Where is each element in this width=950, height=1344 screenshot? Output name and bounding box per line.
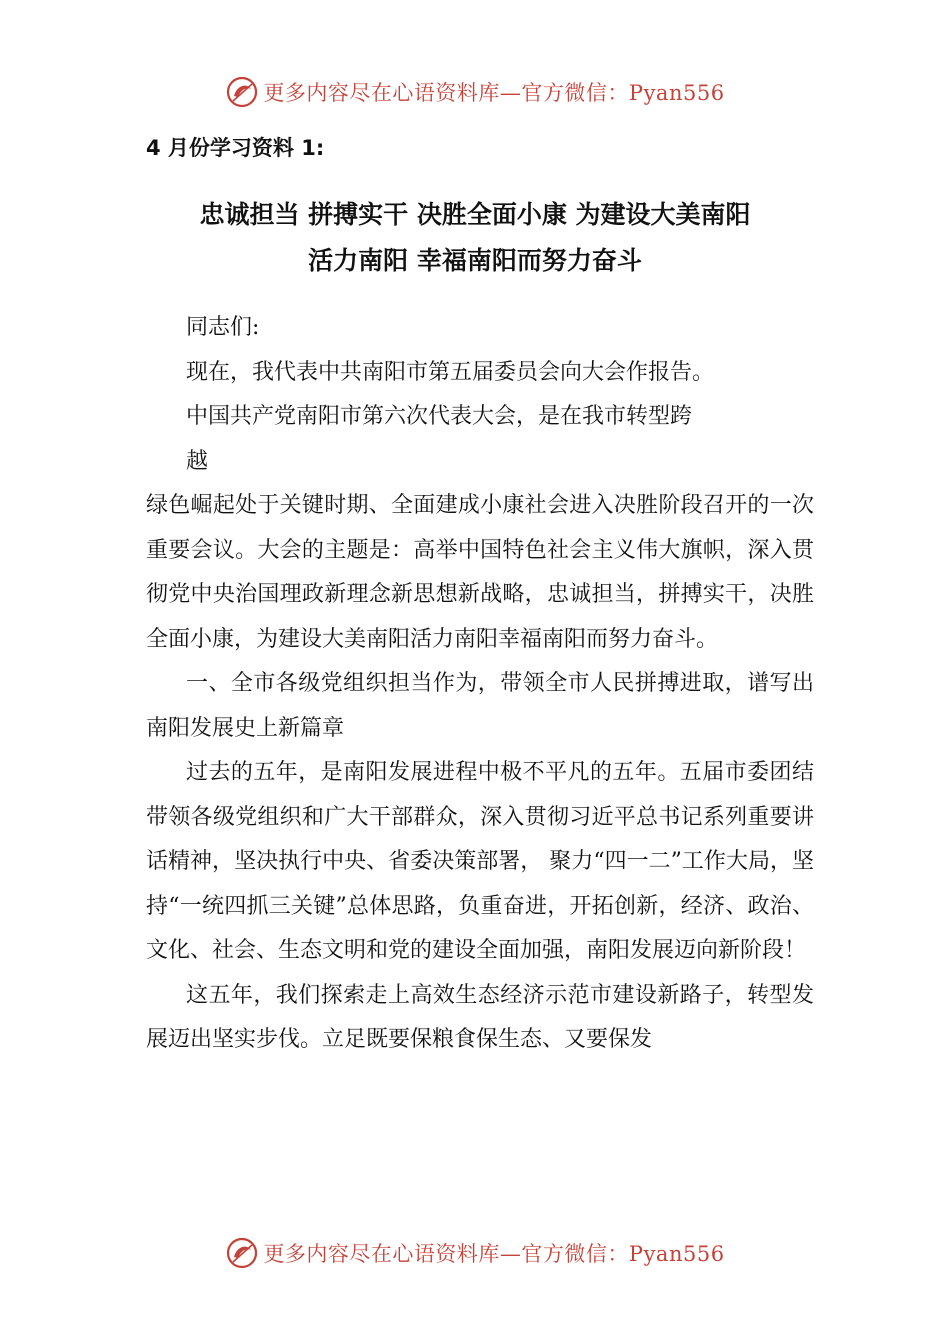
section-one-heading: 一、全市各级党组织担当作为，带领全市人民拼搏进取，谱写出南阳发展史上新篇章 [146, 671, 814, 741]
paragraph: 越 [186, 448, 209, 474]
xinyu-logo-icon [225, 1236, 259, 1270]
title-line-2: 活力南阳 幸福南阳而努力奋斗 [308, 246, 642, 275]
document-header [146, 128, 814, 168]
paragraph: 这五年，我们探索走上高效生态经济示范市建设新路子，转型发展迈出坚实步伐。立足既要保粮食保生态、又要保发 [146, 982, 814, 1052]
paragraph: 绿色崛起处于关键时期、全面建成小康社会进入决胜阶段召开的一次重要会议。大会的主题是：高举中国特色社会主义伟大旗帜，深入贯彻党中央治国理政新理念新思想新战略，忠诚担当，拼搏实干，决胜全面小康，为建设大美南阳活力南阳幸福南阳而努力奋斗。 [146, 493, 814, 652]
watermark-text: 更多内容尽在心语资料库—官方微信：Pyan556 [263, 1242, 725, 1266]
xinyu-logo-icon [225, 75, 259, 109]
paragraph: 同志们: [186, 315, 260, 340]
watermark-banner-bottom [0, 1233, 950, 1273]
paragraph: 过去的五年，是南阳发展进程中极不平凡的五年。五届市委团结带领各级党组织和广大干部群众，深入贯彻习近平总书记系列重要讲话精神，坚决执行中央、省委决策部署， 聚力“四一二”工作大局，坚持“一统四抓三关键”总体思路，负重奋进，开拓创新，经济、政治、文化、社会、生态文明和党的建设全面加强，南阳发展迈向新阶段！ [146, 760, 814, 963]
title-line-1: 忠诚担当 拼搏实干 决胜全面小康 为建设大美南阳 [199, 200, 751, 229]
section-heading: 4 月份学习资料 1: [146, 136, 325, 160]
paragraph: 现在，我代表中共南阳市第五届委员会向大会作报告。 [186, 359, 715, 385]
document-title [0, 192, 950, 284]
document-body [146, 306, 814, 1063]
paragraph: 中国共产党南阳市第六次代表大会，是在我市转型跨 [186, 404, 693, 429]
watermark-banner-top [0, 72, 950, 112]
watermark-text: 更多内容尽在心语资料库—官方微信：Pyan556 [263, 81, 725, 105]
